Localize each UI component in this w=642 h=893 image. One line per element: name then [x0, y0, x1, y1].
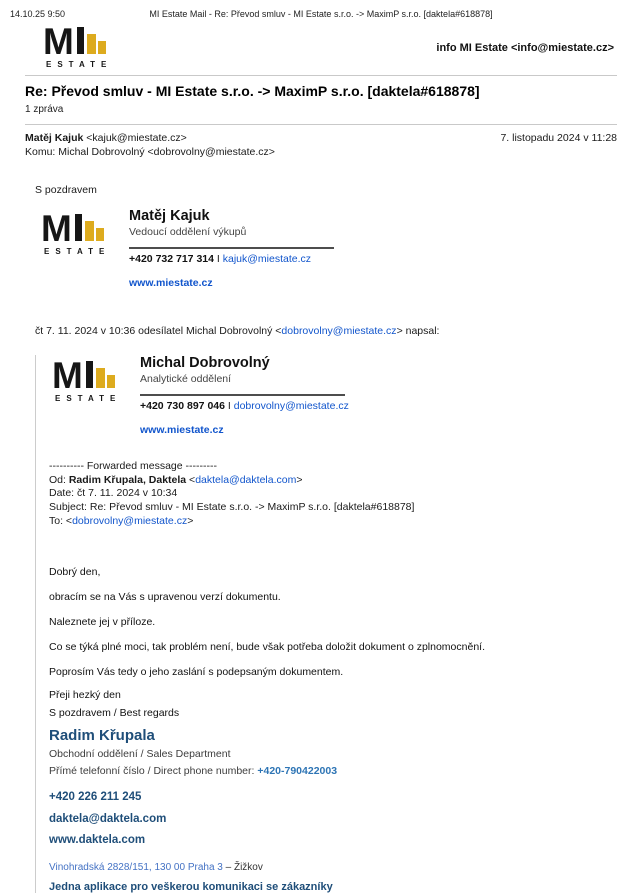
logo-gold-bar-short — [107, 375, 115, 388]
logo-estate-label: ESTATE — [46, 60, 113, 69]
body-paragraph: obracím se na Vás s upravenou verzí dokumentu. — [49, 591, 281, 604]
signature-phone-line — [129, 253, 334, 265]
signature-kajuk — [43, 208, 617, 289]
brand-row — [0, 19, 642, 75]
signature-daktela — [49, 727, 617, 893]
attribution-suffix: > napsal: — [396, 325, 440, 337]
forwarded-to-email-link[interactable]: dobrovolny@miestate.cz — [72, 514, 188, 527]
signature-phone-line — [140, 400, 349, 412]
daktela-address-line — [49, 862, 617, 873]
phone-separator: I — [216, 253, 220, 265]
sender-email: <kajuk@miestate.cz> — [86, 132, 187, 144]
message-count: 1 zpráva — [25, 104, 64, 115]
signature-logo-cell — [43, 208, 129, 289]
mi-estate-logo — [52, 355, 132, 405]
bracket: < — [186, 473, 196, 486]
phone-separator: I — [227, 400, 231, 412]
daktela-email-link[interactable]: daktela@daktela.com — [49, 813, 167, 826]
phone-number: +420 730 897 046 — [140, 400, 225, 412]
daktela-department: Obchodní oddělení / Sales Department — [49, 748, 231, 761]
direct-phone-label: Přímé telefonní číslo / Direct phone number: — [49, 765, 258, 778]
daktela-phone: +420 226 211 245 — [49, 791, 142, 804]
thread-divider — [25, 124, 617, 125]
forwarded-header — [49, 460, 617, 528]
bracket: > — [187, 514, 194, 527]
signature-website — [129, 277, 334, 289]
logo-gold-bar-tall — [85, 221, 94, 241]
forwarded-date-line: Date: čt 7. 11. 2024 v 10:34 — [49, 487, 178, 500]
print-header — [0, 0, 642, 19]
logo-gold-bar-short — [96, 228, 104, 241]
signature-text — [140, 355, 349, 436]
logo-m-letter: M — [41, 208, 72, 249]
daktela-website-line — [49, 834, 617, 846]
signature-name: Michal Dobrovolný — [140, 355, 270, 371]
quoted-message — [35, 355, 617, 893]
logo-estate-label: ESTATE — [55, 394, 122, 403]
document-title: MI Estate Mail - Re: Převod smluv - MI Estate s.r.o. -> MaximP s.r.o. [daktela#618878] — [149, 9, 493, 19]
signature-title: Vedoucí oddělení výkupů — [129, 226, 247, 238]
signature-dobrovolny — [54, 355, 617, 436]
direct-phone-link[interactable]: +420-790422003 — [257, 765, 338, 778]
signature-website — [140, 424, 349, 436]
attribution-email-link[interactable]: dobrovolny@miestate.cz — [281, 325, 397, 337]
forwarded-to-label: To: < — [49, 514, 73, 527]
daktela-name: Radim Křupala — [49, 727, 155, 745]
website-link[interactable]: www.miestate.cz — [129, 277, 213, 289]
logo-gold-bar-short — [98, 41, 106, 54]
address-link[interactable]: Vinohradská 2828/151, 130 00 Praha 3 — [49, 862, 223, 874]
signature-logo-cell — [54, 355, 140, 436]
body-paragraph: S pozdravem / Best regards — [49, 707, 180, 720]
signature-text — [129, 208, 334, 289]
message-header — [25, 132, 617, 144]
phone-number: +420 732 717 314 — [129, 253, 214, 265]
email-link[interactable]: kajuk@miestate.cz — [222, 253, 312, 265]
body-paragraph: Přeji hezký den — [49, 689, 121, 702]
forwarded-divider: ---------- Forwarded message --------- — [49, 460, 217, 472]
message-date: 7. listopadu 2024 v 11:28 — [500, 132, 617, 144]
email-link[interactable]: dobrovolny@miestate.cz — [233, 400, 349, 412]
daktela-direct-phone-line — [49, 765, 617, 777]
logo-i-bar — [75, 214, 82, 241]
sender-name: Matěj Kajuk — [25, 132, 84, 144]
email-content — [0, 83, 642, 893]
website-link[interactable]: www.miestate.cz — [140, 424, 224, 436]
logo-m-letter: M — [43, 21, 74, 62]
forwarded-from-line — [49, 474, 617, 488]
daktela-website-link[interactable]: www.daktela.com — [49, 834, 146, 847]
account-email: info MI Estate <info@miestate.cz> — [436, 42, 614, 54]
logo-i-bar — [77, 27, 84, 54]
recipient-line: Komu: Michal Dobrovolný <dobrovolny@miestate.cz> — [25, 146, 275, 158]
logo-gold-bar-tall — [87, 34, 96, 54]
page-title: Re: Převod smluv - MI Estate s.r.o. -> MaximP s.r.o. [daktela#618878] — [25, 83, 480, 99]
signature-rule — [140, 394, 345, 396]
greeting-text: S pozdravem — [35, 184, 97, 196]
forwarded-subject-line: Subject: Re: Převod smluv - MI Estate s.r.o. -> MaximP s.r.o. [daktela#618878] — [49, 500, 415, 513]
signature-rule — [129, 247, 334, 249]
body-paragraph: Co se týká plné moci, tak problém není, bude však potřeba doložit dokument o zplnomocnění. — [49, 641, 485, 654]
mi-estate-logo — [43, 21, 123, 71]
sender-line — [25, 132, 187, 144]
print-timestamp: 14.10.25 9:50 — [10, 9, 66, 19]
logo-i-bar — [86, 361, 93, 388]
logo-estate-label: ESTATE — [44, 247, 111, 256]
body-paragraph: Naleznete jej v příloze. — [49, 616, 156, 629]
logo-gold-bar-tall — [96, 368, 105, 388]
forwarded-from-email-link[interactable]: daktela@daktela.com — [195, 473, 297, 486]
forwarded-from-name: Radim Křupala, Daktela — [68, 473, 187, 486]
address-suffix: – Žižkov — [222, 862, 263, 874]
header-divider — [25, 75, 617, 76]
forwarded-to-line — [49, 515, 617, 529]
signature-title: Analytické oddělení — [140, 373, 232, 385]
mi-estate-logo — [41, 208, 121, 258]
forwarded-from-label: Od: — [49, 473, 69, 486]
attribution-prefix: čt 7. 11. 2024 v 10:36 odesílatel Michal Dobrovolný < — [35, 325, 282, 337]
signature-name: Matěj Kajuk — [129, 208, 210, 224]
logo-m-letter: M — [52, 355, 83, 396]
quote-attribution — [35, 325, 617, 337]
daktela-tagline: Jedna aplikace pro veškerou komunikaci se zákazníky — [49, 881, 333, 893]
body-paragraph: Poprosím Vás tedy o jeho zaslání s podepsaným dokumentem. — [49, 666, 344, 679]
daktela-email-line — [49, 813, 617, 825]
body-paragraph: Dobrý den, — [49, 566, 101, 579]
bracket: > — [296, 473, 303, 486]
